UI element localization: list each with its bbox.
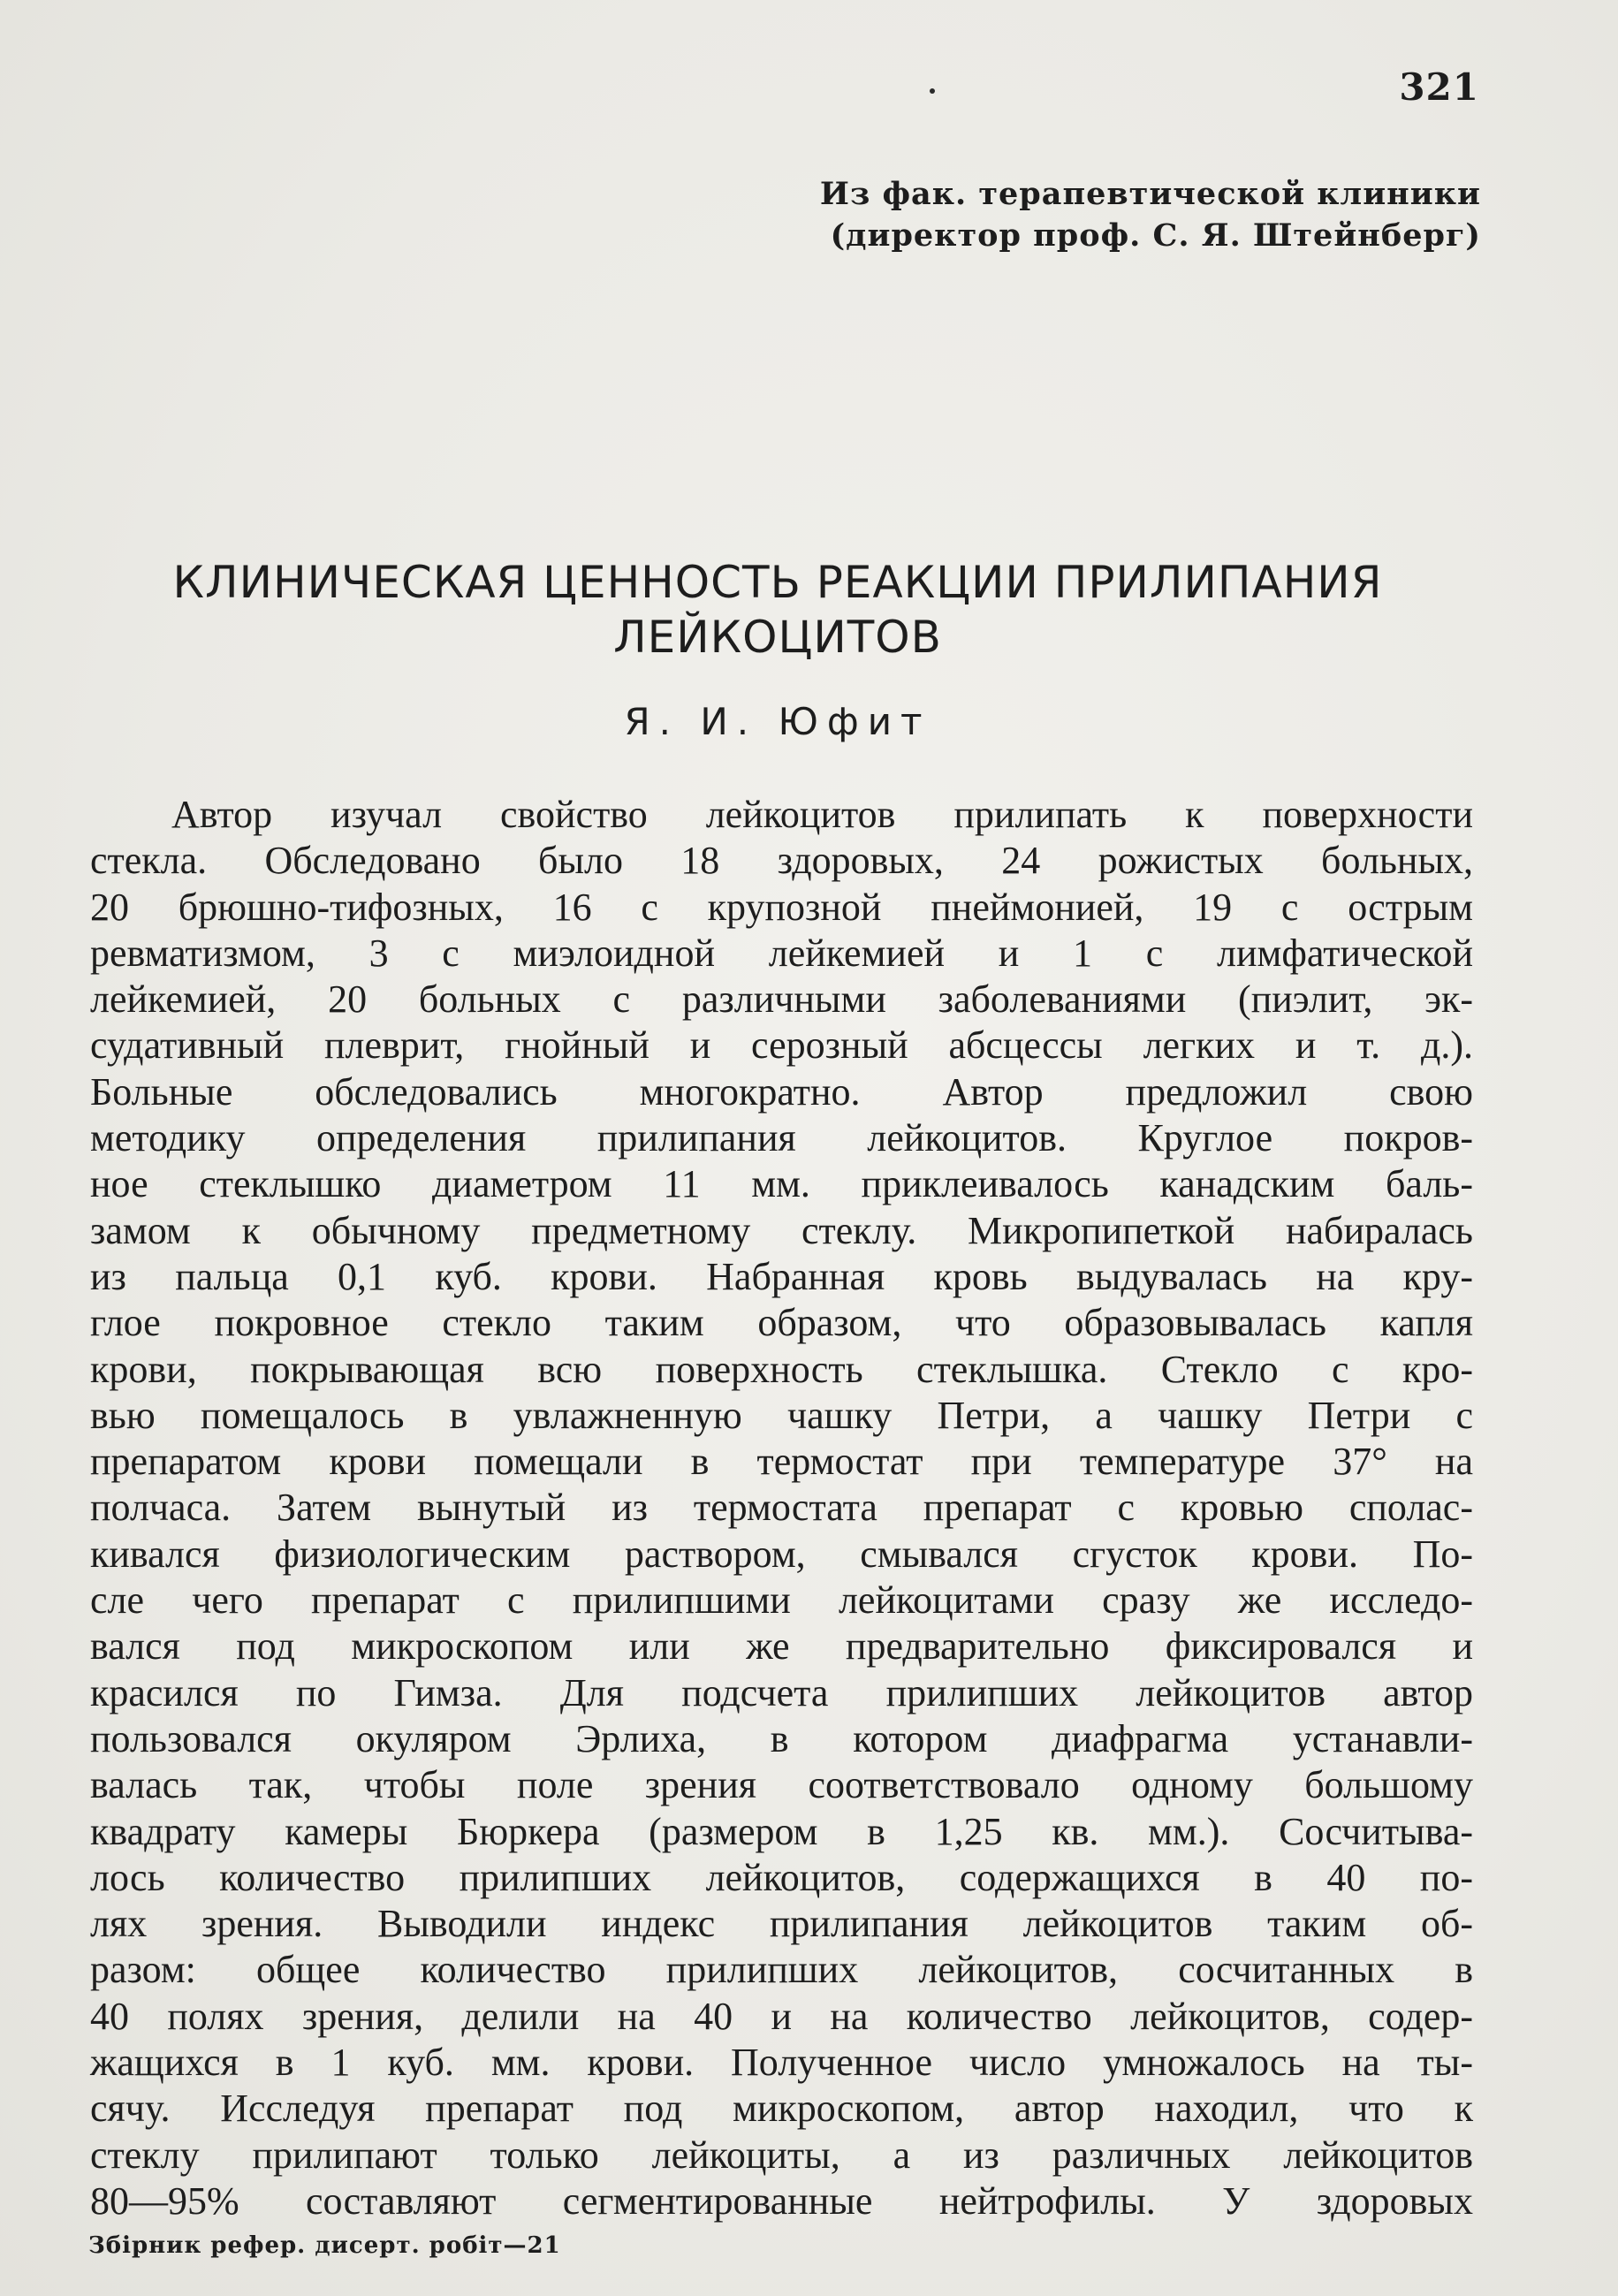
body-line: разом: общее количество прилипших лейкоцитов, сосчитанных в <box>90 1948 1473 1992</box>
affiliation-line-2: (директор проф. С. Я. Штейнберг) <box>830 217 1481 254</box>
body-line: лях зрения. Выводили индекс прилипания лейкоцитов таким об- <box>90 1902 1473 1946</box>
footer-signature: Збірник рефер. дисерт. робіт—21 <box>88 2232 561 2259</box>
body-line: вался под микроскопом или же предварительно фиксировался и <box>90 1624 1473 1669</box>
article-title-line-1: КЛИНИЧЕСКАЯ ЦЕННОСТЬ РЕАКЦИИ ПРИЛИПАНИЯ <box>172 557 1383 608</box>
body-line: 40 полях зрения, делили на 40 и на количество лейкоцитов, содер- <box>90 1994 1473 2038</box>
affiliation-line-1: Из фак. терапевтической клиники <box>819 176 1481 212</box>
body-line: пользовался окуляром Эрлиха, в котором диафрагма устанавли- <box>90 1716 1473 1760</box>
body-line: красился по Гимза. Для подсчета прилипших лейкоцитов автор <box>90 1670 1473 1714</box>
body-line: ное стеклышко диаметром 11 мм. приклеивалось канадским баль- <box>90 1162 1473 1206</box>
body-line: лейкемией, 20 больных с различными заболеваниями (пиэлит, эк- <box>90 977 1473 1022</box>
body-line: квадрату камеры Бюркера (размером в 1,25 кв. мм.). Сосчитыва- <box>90 1809 1473 1853</box>
page-number: 321 <box>1399 65 1479 109</box>
body-line: стекла. Обследовано было 18 здоровых, 24 рожистых больных, <box>90 839 1473 883</box>
body-line: сячу. Исследуя препарат под микроскопом, автор находил, что к <box>90 2087 1473 2131</box>
body-line: крови, покрывающая всю поверхность стеклышка. Стекло с кро- <box>90 1347 1473 1391</box>
body-line: Автор изучал свойство лейкоцитов прилипать к поверхности <box>171 793 1473 836</box>
body-line: валась так, чтобы поле зрения соответствовало одному большому <box>90 1763 1473 1807</box>
body-line: препаратом крови помещали в термостат при температуре 37° на <box>90 1440 1473 1484</box>
ink-speck <box>930 88 935 94</box>
body-line: кивался физиологическим раствором, смывался сгусток крови. По- <box>90 1532 1473 1576</box>
body-line: Больные обследовались многократно. Автор предложил свою <box>90 1069 1473 1114</box>
body-line: сле чего препарат с прилипшими лейкоцитами сразу же исследо- <box>90 1578 1473 1623</box>
body-line: 20 брюшно-тифозных, 16 с крупозной пнеймонией, 19 с острым <box>90 885 1473 929</box>
article-title <box>97 555 1458 665</box>
article-body <box>90 792 1473 2224</box>
body-line: лось количество прилипших лейкоцитов, содержащихся в 40 по- <box>90 1855 1473 1899</box>
body-line: судативный плеврит, гнойный и серозный абсцессы легких и т. д.). <box>90 1023 1473 1068</box>
affiliation-block <box>820 173 1481 256</box>
body-line: жащихся в 1 куб. мм. крови. Полученное число умножалось на ты- <box>90 2041 1473 2085</box>
body-line: замом к обычному предметному стеклу. Микропипеткой набиралась <box>90 1208 1473 1252</box>
article-title-line-2: ЛЕЙКОЦИТОВ <box>613 612 942 663</box>
article-author: Я. И. Юфит <box>624 700 931 743</box>
body-line: ревматизмом, 3 с миэлоидной лейкемией и 1 с лимфатической <box>90 931 1473 975</box>
body-line: из пальца 0,1 куб. крови. Набранная кровь выдувалась на кру- <box>90 1254 1473 1298</box>
body-line: стеклу прилипают только лейкоциты, а из различных лейкоцитов <box>90 2133 1473 2177</box>
body-line: полчаса. Затем вынутый из термостата препарат с кровью сполас- <box>90 1486 1473 1530</box>
body-line: вью помещалось в увлажненную чашку Петри, а чашку Петри с <box>90 1393 1473 1437</box>
body-line: методику определения прилипания лейкоцитов. Круглое покров- <box>90 1116 1473 1160</box>
body-line: глое покровное стекло таким образом, что образовывалась капля <box>90 1301 1473 1345</box>
body-line: 80—95% составляют сегментированные нейтрофилы. У здоровых <box>90 2178 1473 2223</box>
